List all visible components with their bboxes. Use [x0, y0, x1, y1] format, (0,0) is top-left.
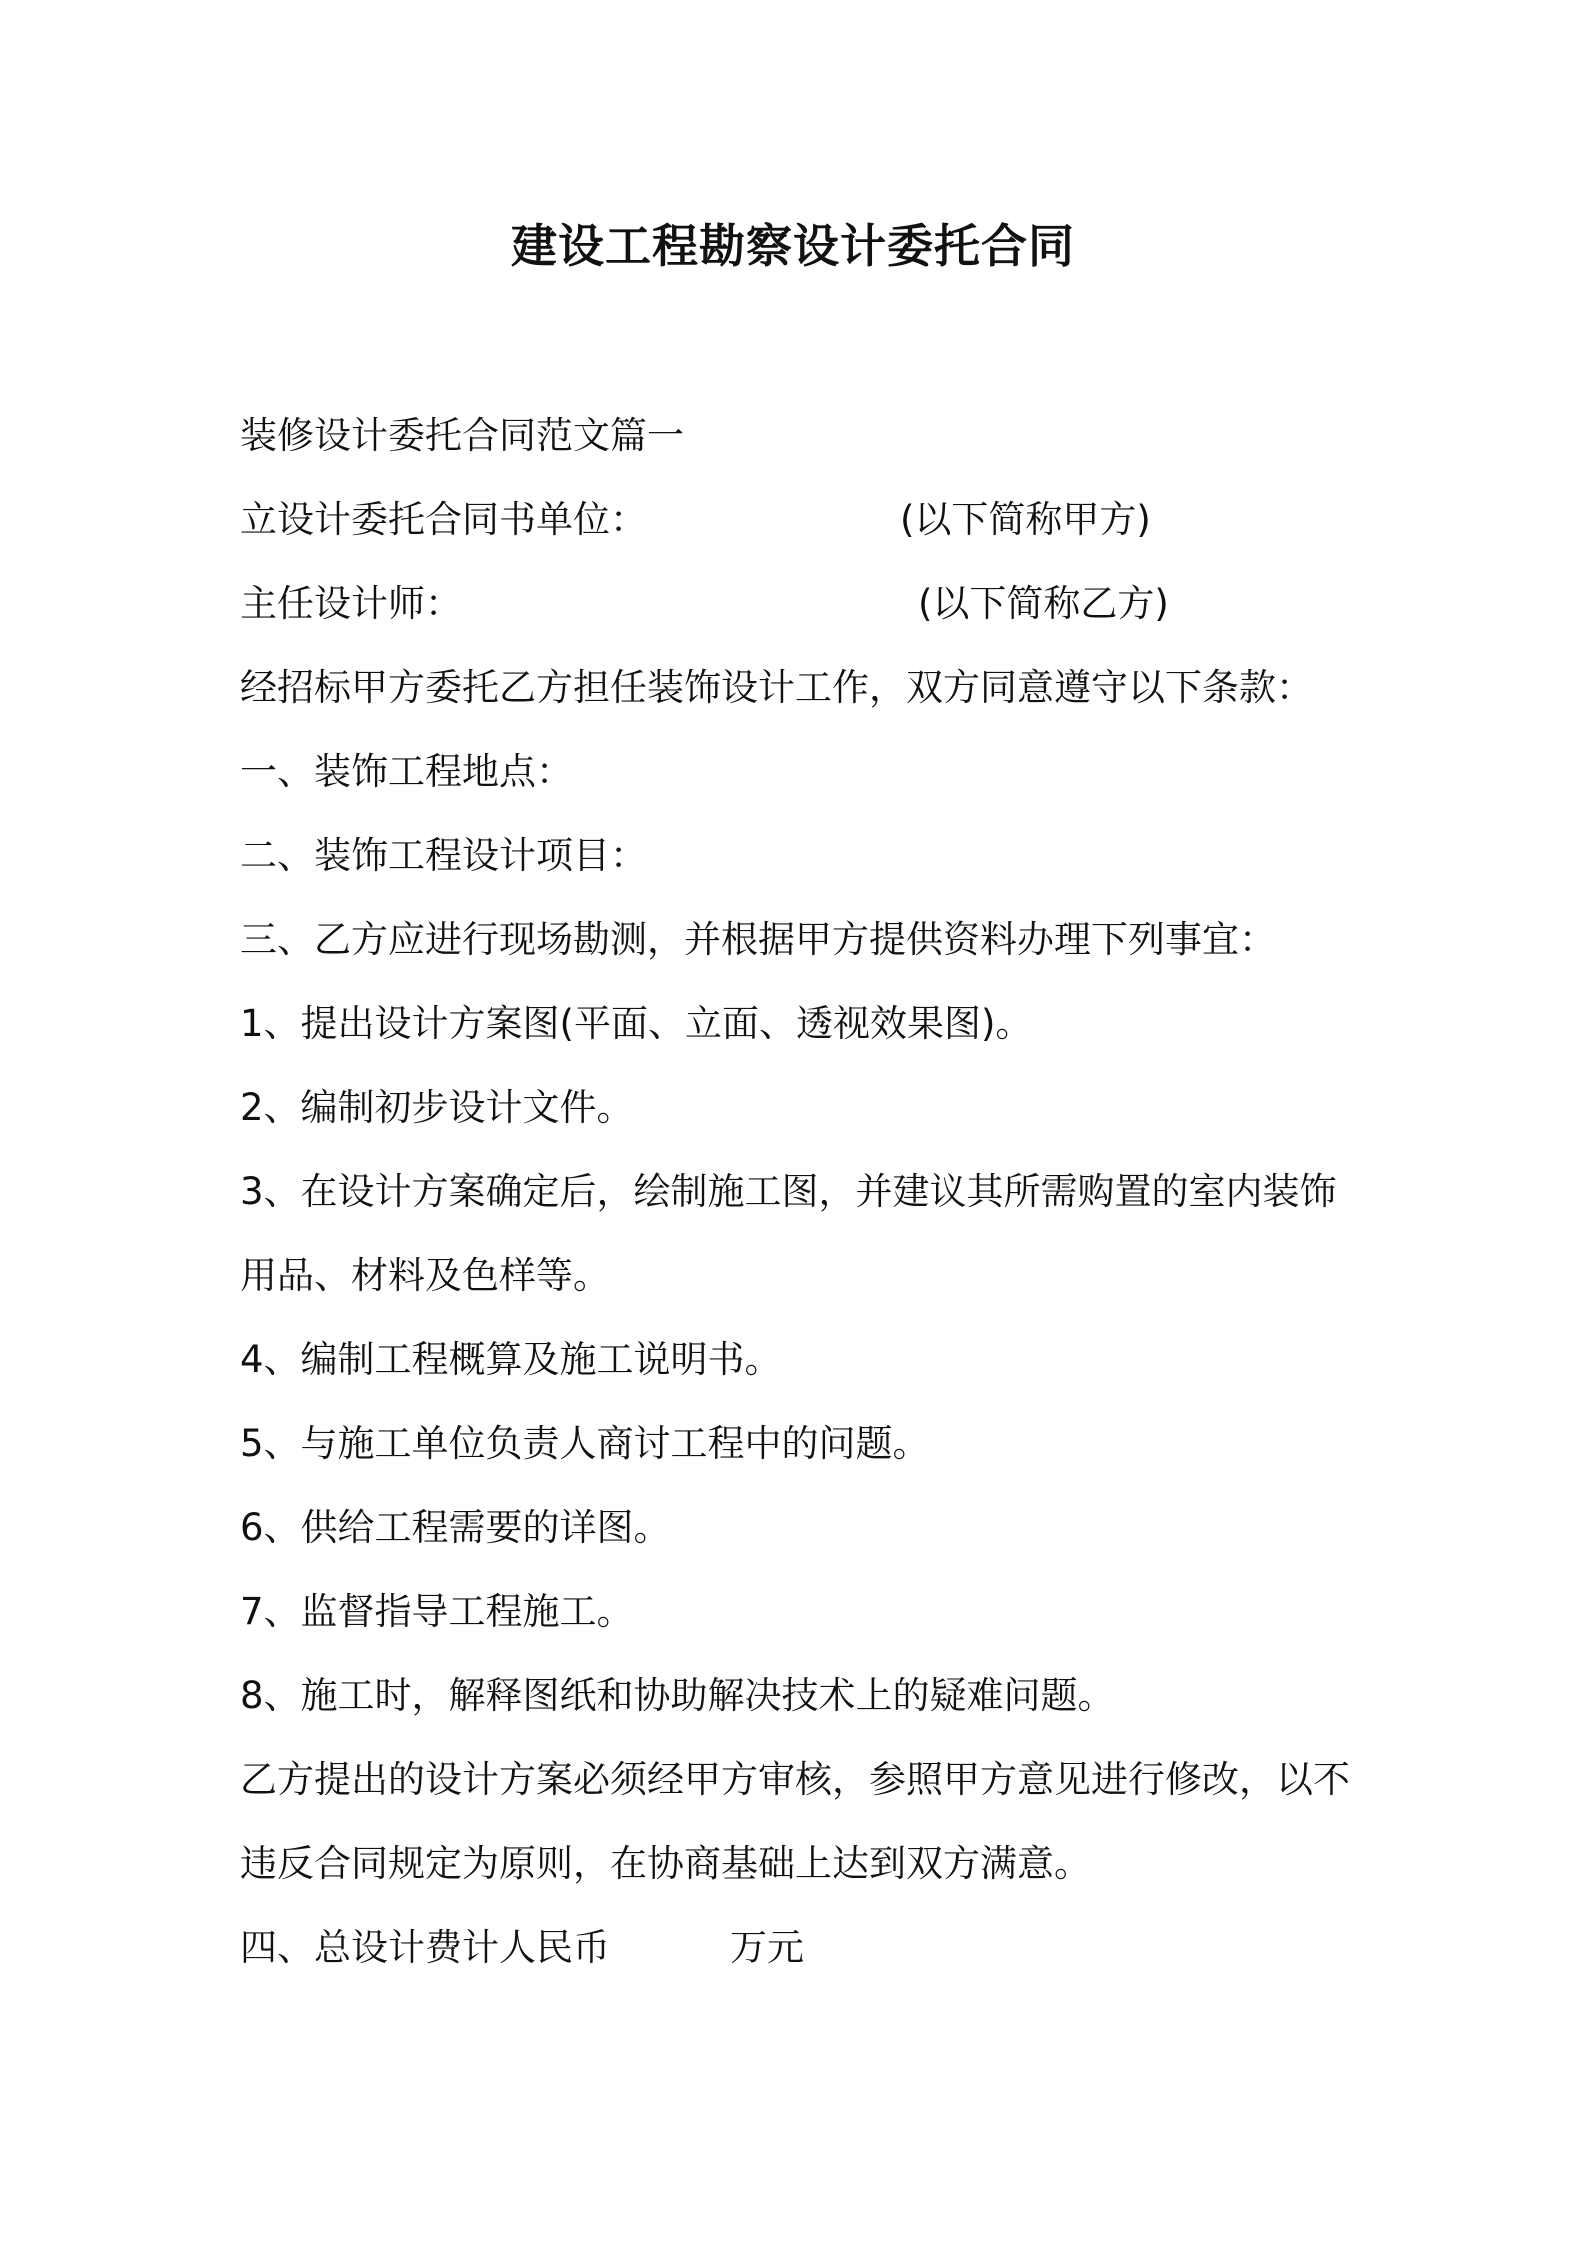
list-item: 5、与施工单位负责人商讨工程中的问题。 [240, 1422, 930, 1465]
clause-4-unit: 万元 [730, 1926, 804, 1969]
list-item: 6、供给工程需要的详图。 [240, 1506, 671, 1549]
list-item: 3、在设计方案确定后，绘制施工图，并建议其所需购置的室内装饰 [240, 1170, 1337, 1213]
document-subtitle: 装修设计委托合同范文篇一 [240, 414, 684, 457]
document-title: 建设工程勘察设计委托合同 [511, 219, 1075, 273]
clause-1: 一、装饰工程地点： [240, 750, 573, 793]
list-item: 1、提出设计方案图(平面、立面、透视效果图)。 [240, 1002, 1033, 1045]
list-item: 4、编制工程概算及施工说明书。 [240, 1338, 782, 1381]
clause-3: 三、乙方应进行现场勘测，并根据甲方提供资料办理下列事宜： [240, 918, 1276, 961]
review-paragraph-line-1: 乙方提出的设计方案必须经甲方审核，参照甲方意见进行修改，以不 [240, 1758, 1350, 1801]
party-b-note: (以下简称乙方) [918, 582, 1169, 625]
list-item: 7、监督指导工程施工。 [240, 1590, 634, 1633]
clause-2: 二、装饰工程设计项目： [240, 834, 647, 877]
party-b-label: 主任设计师： [240, 582, 462, 625]
clause-4-label: 四、总设计费计人民币 [240, 1926, 610, 1969]
party-a-note: (以下简称甲方) [900, 498, 1151, 541]
intro-paragraph: 经招标甲方委托乙方担任装饰设计工作，双方同意遵守以下条款： [240, 666, 1313, 709]
list-item: 2、编制初步设计文件。 [240, 1086, 634, 1129]
review-paragraph-line-2: 违反合同规定为原则，在协商基础上达到双方满意。 [240, 1842, 1091, 1885]
party-a-label: 立设计委托合同书单位： [240, 498, 647, 541]
list-item-continuation: 用品、材料及色样等。 [240, 1254, 610, 1297]
list-item: 8、施工时，解释图纸和协助解决技术上的疑难问题。 [240, 1674, 1115, 1717]
